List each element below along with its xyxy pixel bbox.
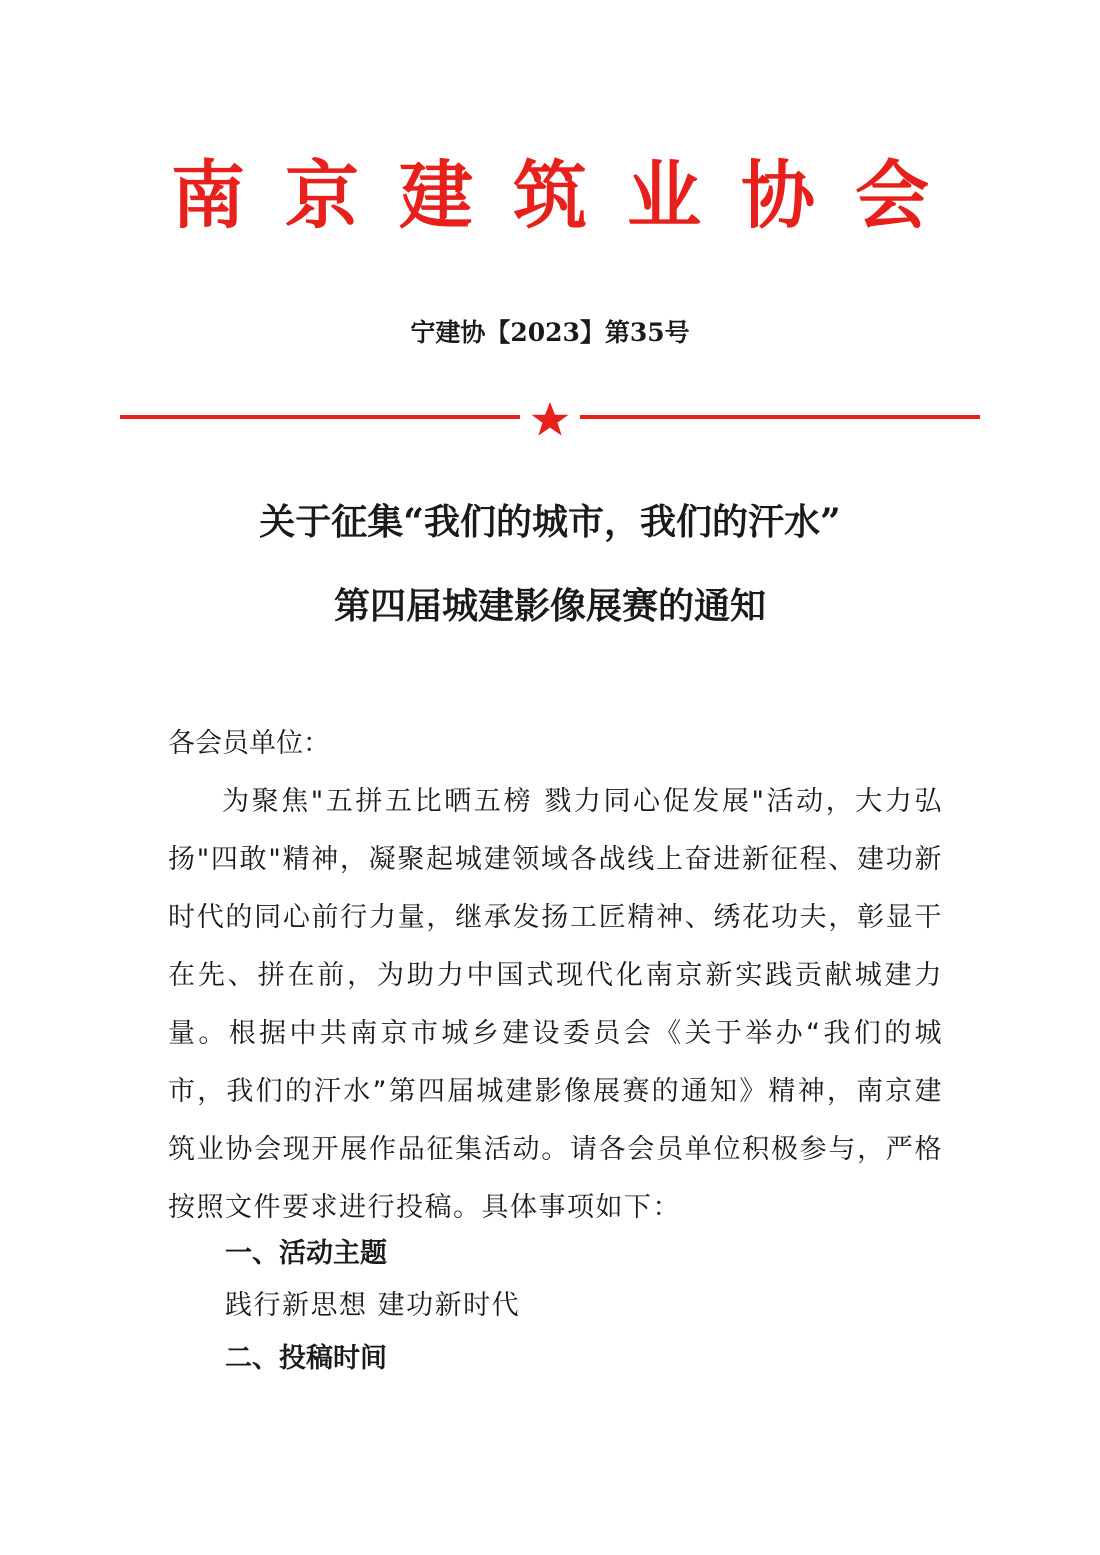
section2-heading: 二、投稿时间 (225, 1343, 387, 1374)
body-paragraph: 为聚焦"五拼五比晒五榜 戮力同心促发展"活动，大力弘扬"四敢"精神，凝聚起城建领域各战线上奋进新征程、建功新时代的同心前行力量，继承发扬工匠精神、绣花功夫，彰显干在先、拼在前，为助力中国式现代化南京新实践贡献城建力量。根据中共南京市城乡建设委员会《关于举办“我们的城市，我们的汗水”第四届城建影像展赛的通知》精神，南京建筑业协会现开展作品征集活动。请各会员单位积极参与，严格按照文件要求进行投稿。具体事项如下： (168, 786, 943, 1223)
red-divider (120, 398, 980, 442)
document-number: 宁建协【2023】第35号 (410, 318, 690, 347)
star-icon (532, 402, 569, 436)
divider-line-left (120, 415, 520, 419)
notice-title-line1: 关于征集“我们的城市，我们的汗水” (259, 501, 841, 543)
section1-heading: 一、活动主题 (225, 1238, 387, 1269)
divider-line-right (580, 415, 980, 419)
salutation: 各会员单位： (168, 728, 330, 759)
section1-text: 践行新思想 建功新时代 (225, 1290, 521, 1321)
notice-title-line2: 第四届城建影像展赛的通知 (333, 585, 766, 627)
organization-name: 南京建筑业协会 (171, 153, 969, 239)
